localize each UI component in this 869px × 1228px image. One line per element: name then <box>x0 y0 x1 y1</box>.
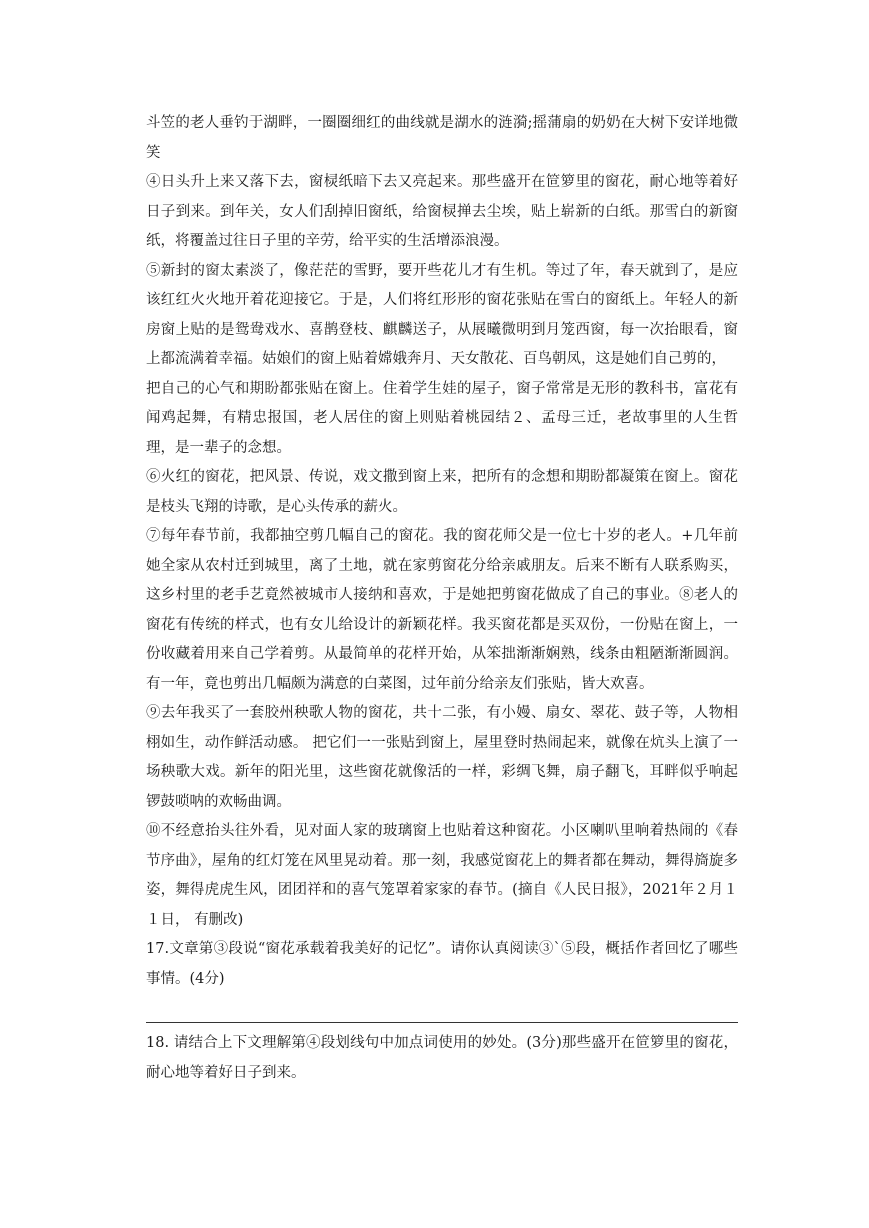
answer-line <box>146 1022 738 1023</box>
question-18: 18. 请结合上下文理解第④段划线句中加点词使用的妙处。(3分)那些盛开在笸箩里的窗花，耐心地等着好日子到来。 <box>146 1035 738 1081</box>
paragraph-5-continued: 把自己的心气和期盼都张贴在窗上。住着学生娃的屋子，窗子常常是无形的教科书，富花有闻鸡起舞，有精忠报国，老人居住的窗上则贴着桃园结２、孟母三迁，老故事里的人生哲理，是一辈子的念想。 <box>146 380 738 456</box>
question-17: 17.文章第③段说“窗花承载着我美好的记忆”。请你认真阅读③`⑤段，概括作者回忆了哪些事情。(4分) <box>146 941 738 987</box>
paragraph-9: ⑨去年我买了一套胶州秧歌人物的窗花，共十二张，有小嫚、扇女、翠花、鼓子等，人物相栩如生，动作鲜活动感。 把它们一一张贴到窗上，屋里登时热闹起来，就像在炕头上演了一场秧歌大戏。新年的阳光里，这些窗花就像活的一样，彩绸飞舞，扇子翻飞，耳畔似乎响起锣鼓唢呐的欢畅曲调。 <box>146 705 738 810</box>
paragraph-fragment: 斗笠的老人垂钓于湖畔，一圈圈细红的曲线就是湖水的涟漪;摇蒲扇的奶奶在大树下安详地微笑 <box>146 115 738 161</box>
paragraph-7-8: ⑦每年春节前，我都抽空剪几幅自己的窗花。我的窗花师父是一位七十岁的老人。+几年前她全家从农村迁到城里，离了土地，就在家剪窗花分给亲戚朋友。后来不断有人联系购买，这乡村里的老手艺竟然被城市人接纳和喜欢，于是她把剪窗花做成了自己的事业。⑧老人的窗花有传统的样式，也有女儿给设计的新颖花样。我买窗花都是买双份，一份贴在窗上，一份收藏着用来自己学着剪。从最简单的花样开始，从笨拙渐渐娴熟，线条由粗陋渐渐圆润。有一年，竟也剪出几幅颇为满意的白菜图，过年前分给亲友们张贴，皆大欢喜。 <box>146 528 738 692</box>
paragraph-4: ④日头升上来又落下去，窗棂纸暗下去又亮起来。那些盛开在笸箩里的窗花，耐心地等着好日子到来。到年关，女人们刮掉旧窗纸，给窗棂掸去尘埃，贴上崭新的白纸。那雪白的新窗纸，将覆盖过往日子里的辛劳，给平实的生活增添浪漫。 <box>146 174 738 249</box>
document-page <box>146 109 738 1088</box>
paragraph-5: ⑤新封的窗太素淡了，像茫茫的雪野，要开些花儿才有生机。等过了年，春天就到了，是应该红红火火地开着花迎接它。于是，人们将红形形的窗花张贴在雪白的窗纸上。年轻人的新房窗上贴的是鸳鸯戏水、喜鹊登枝、麒麟送子，从展曦微明到月笼西窗，每一次抬眼看，窗上都流满着幸福。姑娘们的窗上贴着嫦娥奔月、天女散花、百鸟朝凤，这是她们自己剪的， <box>146 262 738 367</box>
paragraph-10: ⑩不经意抬头往外看，见对面人家的玻璃窗上也贴着这种窗花。小区喇叭里响着热闹的《春节序曲》，屋角的红灯笼在风里晃动着。那一刻，我感觉窗花上的舞者都在舞动，舞得旖旋多姿，舞得虎虎生风，团团祥和的喜气笼罩着家家的春节。(摘自《人民日报》，2021年２月１１日， 有删改) <box>146 823 738 928</box>
paragraph-6: ⑥火红的窗花，把风景、传说，戏文撒到窗上来，把所有的念想和期盼都凝策在窗上。窗花是枝头飞翔的诗歌，是心头传承的薪火。 <box>146 469 738 515</box>
